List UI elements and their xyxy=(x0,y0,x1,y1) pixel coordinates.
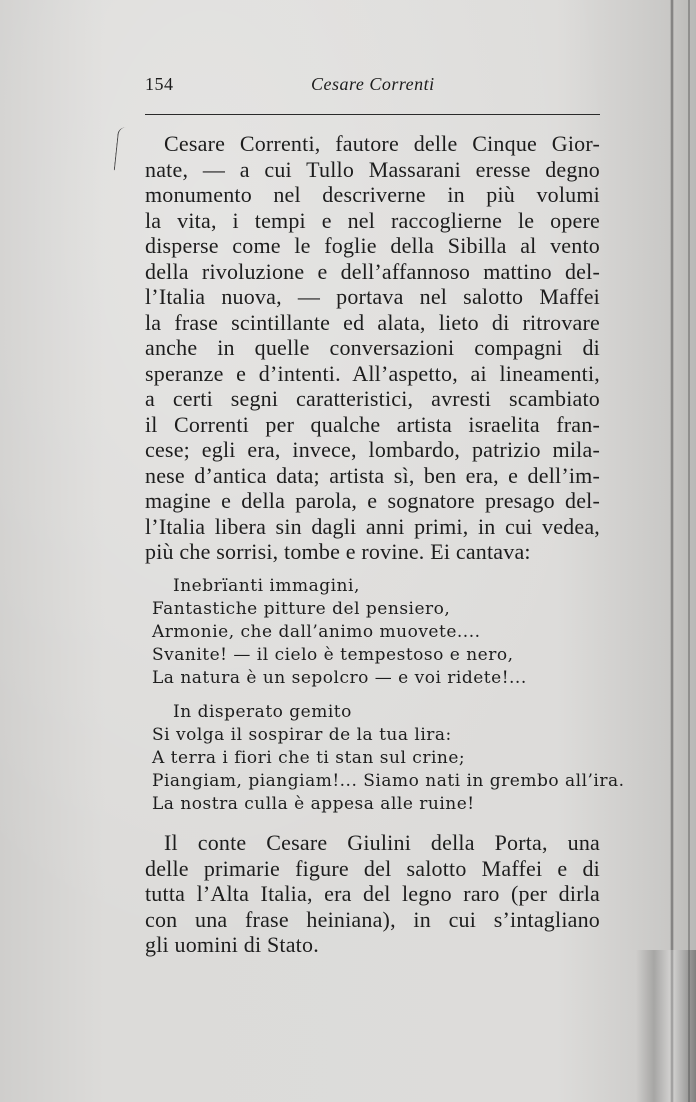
text-line: Cesare Correnti, fautore delle Cinque Gior- xyxy=(164,131,600,156)
text-line: la vita, i tempi e nel raccoglierne le opere xyxy=(145,207,600,233)
text-line: nate, — a cui Tullo Massarani eresse degno xyxy=(145,156,600,182)
text-line: l’Italia nuova, — portava nel salotto Maffei xyxy=(145,284,600,309)
book-spine-shadow xyxy=(670,0,674,1102)
running-head: Cesare Correnti xyxy=(311,74,435,94)
verse-line: Armonie, che dall’animo muovete.... xyxy=(152,622,481,642)
text-line: con una frase heiniana), in cui s’intagliano xyxy=(145,906,600,932)
verse-line: Inebrïanti immagini, xyxy=(173,576,360,596)
verse-line: A terra i fiori che ti stan sul crine; xyxy=(152,748,466,768)
paragraph-giulini xyxy=(145,830,600,958)
poem-stanza-2 xyxy=(152,701,625,816)
verse-line: La nostra culla è appesa alle ruine! xyxy=(152,794,475,814)
text-line: a certi segni caratteristici, avresti scambiato xyxy=(145,386,600,411)
text-line: magine e della parola, e sognatore presago del- xyxy=(145,488,600,513)
text-line: disperse come le foglie della Sibilla al vento xyxy=(145,233,600,258)
verse-line: In disperato gemito xyxy=(173,702,352,722)
verse-line: Fantastiche pitture del pensiero, xyxy=(152,599,451,619)
text-line: il Correnti per qualche artista israelita fran- xyxy=(145,411,600,437)
page-number: 154 xyxy=(145,74,174,94)
margin-pencil-mark xyxy=(114,127,130,172)
verse-line: La natura è un sepolcro — e voi ridete!... xyxy=(152,668,527,688)
verse-line: Si volga il sospirar de la tua lira: xyxy=(152,725,452,745)
text-line: speranze e d’intenti. All’aspetto, ai lineamenti, xyxy=(145,360,600,386)
text-line: delle primarie figure del salotto Maffei e di xyxy=(145,855,600,881)
text-line: della rivoluzione e dell’affannoso mattino del- xyxy=(145,258,600,284)
page-edge-line xyxy=(688,0,690,1102)
text-line: Il conte Cesare Giulini della Porta, una xyxy=(164,830,600,855)
text-line: monumento nel descriverne in più volumi xyxy=(145,182,600,207)
text-line: cese; egli era, invece, lombardo, patrizio mila- xyxy=(145,437,600,462)
text-line: più che sorrisi, tombe e rovine. Ei cantava: xyxy=(145,539,531,564)
verse-line: Svanite! — il cielo è tempestoso e nero, xyxy=(152,645,514,665)
text-line: l’Italia libera sin dagli anni primi, in cui vedea, xyxy=(145,513,600,539)
text-line: gli uomini di Stato. xyxy=(145,932,319,957)
page-corner-fold xyxy=(636,950,696,1102)
text-line: anche in quelle conversazioni compagni di xyxy=(145,335,600,360)
text-line: nese d’antica data; artista sì, ben era, e dell’im- xyxy=(145,462,600,488)
text-line: la frase scintillante ed alata, lieto di ritrovare xyxy=(145,309,600,335)
text-line: tutta l’Alta Italia, era del legno raro (per dirla xyxy=(145,881,600,906)
header-rule xyxy=(145,114,600,115)
poem-stanza-1 xyxy=(152,575,527,690)
page-header xyxy=(145,74,600,98)
paragraph-correnti xyxy=(145,131,600,565)
verse-line: Piangiam, piangiam!... Siamo nati in grembo all’ira. xyxy=(152,771,625,791)
